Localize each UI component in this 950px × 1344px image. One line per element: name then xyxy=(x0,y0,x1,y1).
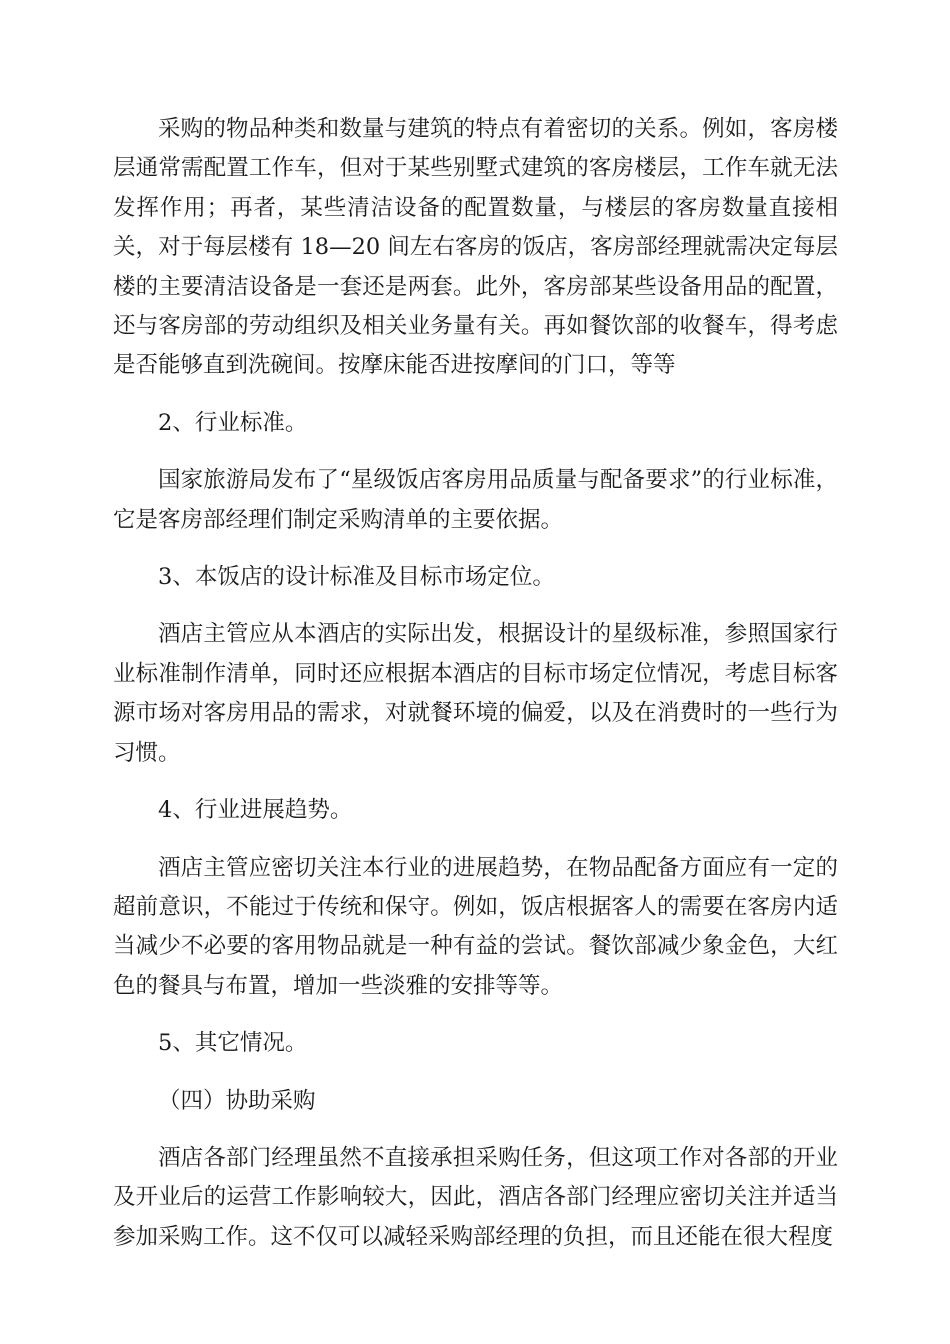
paragraph-purchase-relationship: 采购的物品种类和数量与建筑的特点有着密切的关系。例如，客房楼层通常需配置工作车，但对于某些别墅式建筑的客房楼层，工作车就无法发挥作用；再者，某些清洁设备的配置数量，与楼层的客房数量直接相关，对于每层楼有 18—20 间左右客房的饭店，客房部经理就需决定每层楼的主要清洁设备是一套还是两套。此外，客房部某些设备用品的配置，还与客房部的劳动组织及相关业务量有关。再如餐饮部的收餐车，得考虑是否能够直到洗碗间。按摩床能否进按摩间的门口，等等 xyxy=(113,116,838,379)
paragraph-industry-standard: 国家旅游局发布了“星级饭店客房用品质量与配备要求”的行业标准，它是客房部经理们制定采购清单的主要依据。 xyxy=(113,467,838,533)
heading-design-standard: 3、本饭店的设计标准及目标市场定位。 xyxy=(158,564,555,591)
heading-industry-standard: 2、行业标准。 xyxy=(158,409,308,436)
paragraph-design-standard: 酒店主管应从本酒店的实际出发，根据设计的星级标准，参照国家行业标准制作清单，同时还应根据本酒店的目标市场定位情况，考虑目标客源市场对客房用品的需求，对就餐环境的偏爱，以及在消费时的一些行为习惯。 xyxy=(113,621,838,766)
heading-industry-trend: 4、行业进展趋势。 xyxy=(158,797,353,824)
heading-other-situations: 5、其它情况。 xyxy=(158,1030,308,1057)
document-body xyxy=(113,110,838,1257)
heading-assist-purchasing: （四）协助采购 xyxy=(158,1087,316,1114)
paragraph-assist-purchasing: 酒店各部门经理虽然不直接承担采购任务，但这项工作对各部的开业及开业后的运营工作影响较大，因此，酒店各部门经理应密切关注并适当参加采购工作。这不仅可以减轻采购部经理的负担，而且还能在很大程度 xyxy=(113,1144,838,1250)
paragraph-industry-trend: 酒店主管应密切关注本行业的进展趋势，在物品配备方面应有一定的超前意识，不能过于传统和保守。例如，饭店根据客人的需要在客房内适当减少不必要的客用物品就是一种有益的尝试。餐饮部减少象金色，大红色的餐具与布置，增加一些淡雅的安排等等。 xyxy=(113,854,838,999)
